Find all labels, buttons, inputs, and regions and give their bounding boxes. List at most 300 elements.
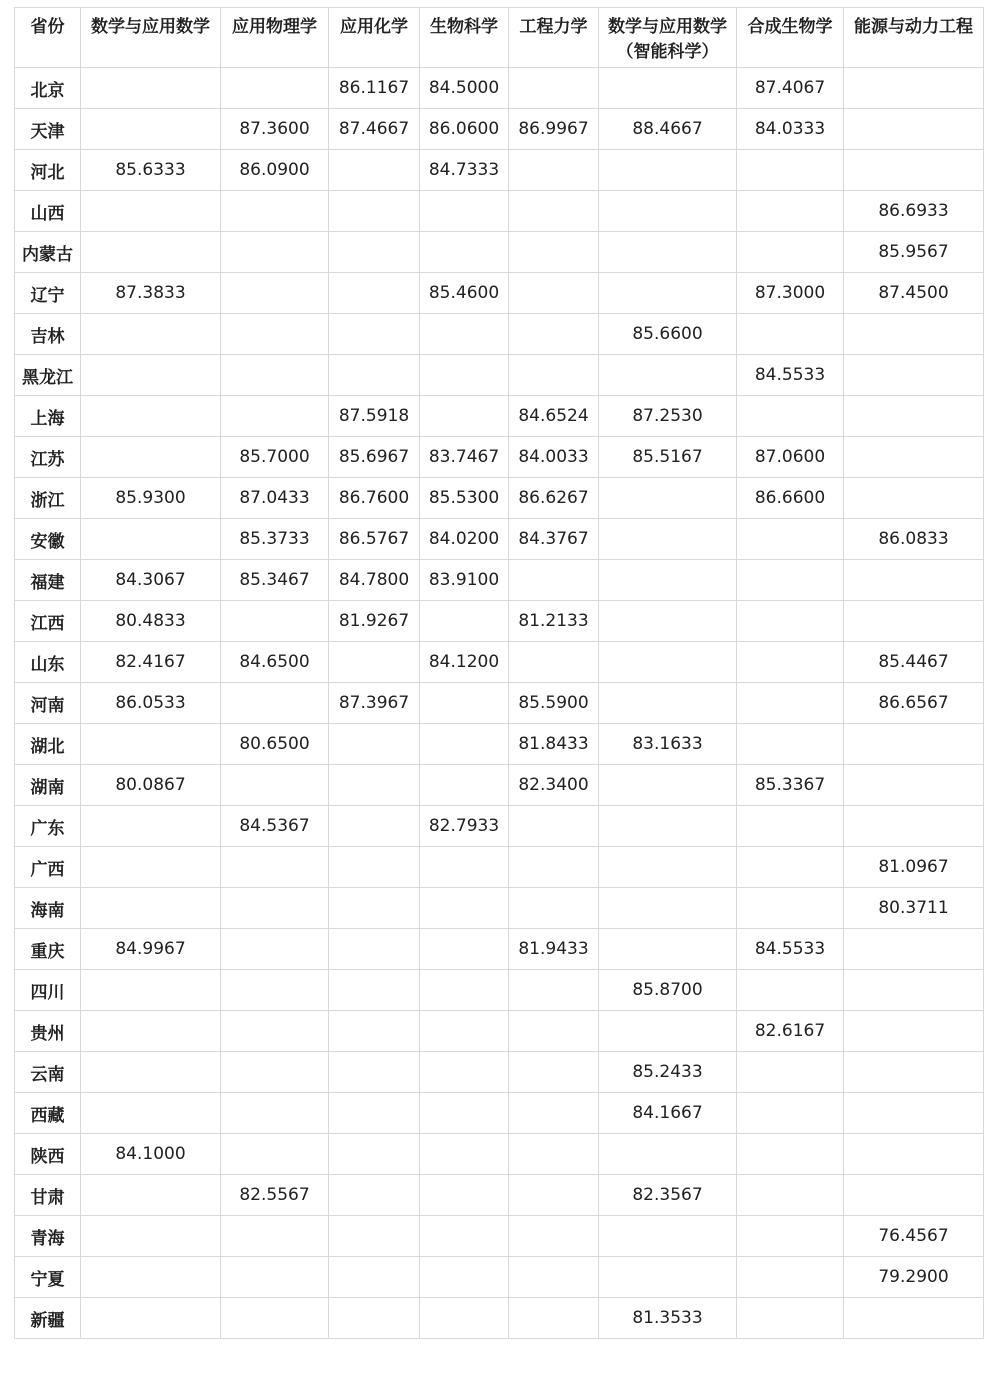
- score-cell: [599, 519, 737, 560]
- score-cell: [737, 191, 844, 232]
- table-row: [15, 847, 984, 888]
- score-cell: [737, 1216, 844, 1257]
- score-cell: 84.9967: [81, 929, 221, 970]
- score-cell: [329, 724, 420, 765]
- score-cell: [737, 642, 844, 683]
- score-cell: [221, 1134, 329, 1175]
- score-cell: [329, 1298, 420, 1339]
- score-cell: [844, 314, 984, 355]
- score-cell: 85.2433: [599, 1052, 737, 1093]
- score-cell: 85.5300: [420, 478, 509, 519]
- score-cell: [509, 1052, 599, 1093]
- score-cell: [81, 232, 221, 273]
- score-cell: [329, 806, 420, 847]
- score-cell: [737, 314, 844, 355]
- score-cell: [329, 888, 420, 929]
- score-cell: [81, 970, 221, 1011]
- score-cell: [420, 314, 509, 355]
- score-cell: [509, 150, 599, 191]
- table-row: [15, 970, 984, 1011]
- score-cell: [221, 191, 329, 232]
- score-cell: [420, 1052, 509, 1093]
- score-cell: [844, 806, 984, 847]
- score-cell: [737, 519, 844, 560]
- score-cell: 87.3967: [329, 683, 420, 724]
- score-cell: [81, 396, 221, 437]
- column-header: 合成生物学: [737, 8, 844, 68]
- header-row: [15, 8, 984, 68]
- score-cell: [599, 191, 737, 232]
- score-cell: [737, 683, 844, 724]
- score-cell: 87.4667: [329, 109, 420, 150]
- table-row: [15, 191, 984, 232]
- score-cell: [221, 1257, 329, 1298]
- score-cell: 86.9967: [509, 109, 599, 150]
- province-cell: 重庆: [15, 929, 81, 970]
- score-cell: [221, 1216, 329, 1257]
- score-cell: [420, 1134, 509, 1175]
- table-row: [15, 1011, 984, 1052]
- score-cell: [221, 396, 329, 437]
- score-cell: [420, 1175, 509, 1216]
- score-cell: [737, 1134, 844, 1175]
- score-cell: [737, 1257, 844, 1298]
- score-cell: [737, 970, 844, 1011]
- score-cell: [420, 1257, 509, 1298]
- score-cell: [599, 355, 737, 396]
- score-cell: 84.0200: [420, 519, 509, 560]
- score-cell: [737, 1052, 844, 1093]
- province-cell: 宁夏: [15, 1257, 81, 1298]
- table-row: [15, 150, 984, 191]
- score-cell: 87.3833: [81, 273, 221, 314]
- table-row: [15, 109, 984, 150]
- score-cell: [509, 560, 599, 601]
- table-body: [15, 68, 984, 1339]
- score-cell: 76.4567: [844, 1216, 984, 1257]
- table-row: [15, 601, 984, 642]
- score-cell: 81.0967: [844, 847, 984, 888]
- score-cell: 86.0833: [844, 519, 984, 560]
- score-cell: [509, 1216, 599, 1257]
- column-header: 应用化学: [329, 8, 420, 68]
- table-row: [15, 314, 984, 355]
- score-cell: [221, 1298, 329, 1339]
- score-cell: [329, 232, 420, 273]
- score-cell: [599, 478, 737, 519]
- score-cell: 84.7800: [329, 560, 420, 601]
- score-cell: [329, 1257, 420, 1298]
- score-cell: 86.6600: [737, 478, 844, 519]
- score-cell: [81, 1093, 221, 1134]
- province-cell: 辽宁: [15, 273, 81, 314]
- table-row: [15, 560, 984, 601]
- score-cell: 81.8433: [509, 724, 599, 765]
- score-cell: [599, 1257, 737, 1298]
- table-header: [15, 8, 984, 68]
- score-cell: 86.6933: [844, 191, 984, 232]
- score-cell: [844, 478, 984, 519]
- score-cell: [420, 355, 509, 396]
- score-cell: [599, 642, 737, 683]
- score-cell: [221, 888, 329, 929]
- score-cell: [844, 150, 984, 191]
- score-cell: 84.0033: [509, 437, 599, 478]
- score-cell: [329, 191, 420, 232]
- score-cell: [329, 314, 420, 355]
- score-cell: [844, 765, 984, 806]
- score-cell: [737, 847, 844, 888]
- score-cell: [599, 601, 737, 642]
- score-cell: [221, 1011, 329, 1052]
- score-cell: [221, 765, 329, 806]
- score-cell: 81.9433: [509, 929, 599, 970]
- province-cell: 天津: [15, 109, 81, 150]
- score-cell: [221, 1052, 329, 1093]
- score-cell: [509, 1093, 599, 1134]
- table-row: [15, 765, 984, 806]
- score-cell: [599, 1011, 737, 1052]
- score-cell: 82.6167: [737, 1011, 844, 1052]
- score-cell: [81, 314, 221, 355]
- score-cell: [599, 929, 737, 970]
- province-cell: 内蒙古: [15, 232, 81, 273]
- province-cell: 陕西: [15, 1134, 81, 1175]
- score-cell: [221, 1093, 329, 1134]
- score-cell: 82.4167: [81, 642, 221, 683]
- score-cell: [737, 232, 844, 273]
- score-cell: 81.2133: [509, 601, 599, 642]
- score-cell: [509, 642, 599, 683]
- table-row: [15, 929, 984, 970]
- score-cell: [420, 1216, 509, 1257]
- score-cell: 85.9567: [844, 232, 984, 273]
- score-cell: 85.3733: [221, 519, 329, 560]
- table-row: [15, 273, 984, 314]
- score-cell: [737, 1093, 844, 1134]
- score-cell: 84.0333: [737, 109, 844, 150]
- score-cell: [329, 1175, 420, 1216]
- score-cell: [509, 68, 599, 109]
- score-cell: 86.0600: [420, 109, 509, 150]
- score-cell: [599, 765, 737, 806]
- score-cell: [81, 519, 221, 560]
- score-cell: 84.1200: [420, 642, 509, 683]
- column-header: 数学与应用数学: [81, 8, 221, 68]
- score-cell: [420, 1298, 509, 1339]
- score-cell: [81, 1298, 221, 1339]
- score-cell: 87.3000: [737, 273, 844, 314]
- score-cell: [329, 1216, 420, 1257]
- score-cell: [737, 888, 844, 929]
- score-cell: 84.5533: [737, 355, 844, 396]
- province-cell: 浙江: [15, 478, 81, 519]
- score-cell: 85.8700: [599, 970, 737, 1011]
- score-cell: 85.3367: [737, 765, 844, 806]
- province-cell: 广东: [15, 806, 81, 847]
- column-header: 省份: [15, 8, 81, 68]
- score-cell: [509, 888, 599, 929]
- score-cell: [844, 1298, 984, 1339]
- score-cell: 85.4467: [844, 642, 984, 683]
- table-row: [15, 683, 984, 724]
- score-cell: [420, 1011, 509, 1052]
- score-cell: 85.5167: [599, 437, 737, 478]
- province-cell: 新疆: [15, 1298, 81, 1339]
- province-cell: 山东: [15, 642, 81, 683]
- score-cell: 86.6267: [509, 478, 599, 519]
- score-cell: 85.7000: [221, 437, 329, 478]
- province-cell: 江西: [15, 601, 81, 642]
- table-row: [15, 437, 984, 478]
- score-cell: 84.1000: [81, 1134, 221, 1175]
- score-cell: [329, 355, 420, 396]
- table-row: [15, 1298, 984, 1339]
- score-cell: 84.7333: [420, 150, 509, 191]
- score-cell: 87.0600: [737, 437, 844, 478]
- score-cell: [737, 806, 844, 847]
- score-cell: [81, 1257, 221, 1298]
- score-cell: [737, 601, 844, 642]
- score-cell: 85.3467: [221, 560, 329, 601]
- score-cell: 85.6333: [81, 150, 221, 191]
- score-cell: [81, 888, 221, 929]
- score-cell: 83.9100: [420, 560, 509, 601]
- province-cell: 山西: [15, 191, 81, 232]
- score-cell: [81, 437, 221, 478]
- score-cell: [509, 232, 599, 273]
- score-cell: 86.0900: [221, 150, 329, 191]
- score-cell: [599, 1134, 737, 1175]
- score-cell: [420, 929, 509, 970]
- table-row: [15, 1052, 984, 1093]
- score-cell: 84.1667: [599, 1093, 737, 1134]
- score-cell: 79.2900: [844, 1257, 984, 1298]
- score-cell: [844, 929, 984, 970]
- province-cell: 福建: [15, 560, 81, 601]
- score-cell: [329, 929, 420, 970]
- score-cell: [599, 1216, 737, 1257]
- table-row: [15, 68, 984, 109]
- province-cell: 湖北: [15, 724, 81, 765]
- score-cell: [509, 1011, 599, 1052]
- score-cell: [509, 1175, 599, 1216]
- score-cell: [844, 724, 984, 765]
- score-cell: [221, 273, 329, 314]
- table-row: [15, 1216, 984, 1257]
- score-cell: [221, 355, 329, 396]
- score-cell: [599, 560, 737, 601]
- score-cell: [844, 1134, 984, 1175]
- score-cell: 82.5567: [221, 1175, 329, 1216]
- score-cell: [509, 1257, 599, 1298]
- score-cell: [599, 806, 737, 847]
- score-cell: [329, 1093, 420, 1134]
- score-cell: [329, 150, 420, 191]
- score-cell: [420, 601, 509, 642]
- score-cell: [81, 724, 221, 765]
- score-cell: 84.3067: [81, 560, 221, 601]
- score-cell: 87.4067: [737, 68, 844, 109]
- score-cell: [844, 1093, 984, 1134]
- score-cell: [81, 806, 221, 847]
- score-cell: [844, 396, 984, 437]
- column-header: 应用物理学: [221, 8, 329, 68]
- score-cell: 80.3711: [844, 888, 984, 929]
- province-cell: 青海: [15, 1216, 81, 1257]
- score-cell: [844, 1011, 984, 1052]
- score-cell: 86.7600: [329, 478, 420, 519]
- score-cell: [599, 888, 737, 929]
- score-cell: [599, 273, 737, 314]
- score-cell: [844, 355, 984, 396]
- score-cell: [509, 847, 599, 888]
- score-cell: 82.3567: [599, 1175, 737, 1216]
- score-cell: [81, 191, 221, 232]
- score-cell: 84.5367: [221, 806, 329, 847]
- score-cell: 82.3400: [509, 765, 599, 806]
- score-cell: [329, 765, 420, 806]
- score-cell: [844, 1052, 984, 1093]
- table-row: [15, 1134, 984, 1175]
- score-cell: [599, 68, 737, 109]
- score-cell: 88.4667: [599, 109, 737, 150]
- score-cell: 84.6524: [509, 396, 599, 437]
- column-header: 能源与动力工程: [844, 8, 984, 68]
- table-row: [15, 396, 984, 437]
- score-cell: [329, 1011, 420, 1052]
- score-cell: 85.5900: [509, 683, 599, 724]
- score-cell: [420, 683, 509, 724]
- score-cell: 84.5000: [420, 68, 509, 109]
- score-cell: [599, 232, 737, 273]
- score-cell: [737, 724, 844, 765]
- province-cell: 云南: [15, 1052, 81, 1093]
- province-cell: 湖南: [15, 765, 81, 806]
- scores-table: [14, 7, 984, 1339]
- score-cell: 85.4600: [420, 273, 509, 314]
- score-cell: 84.5533: [737, 929, 844, 970]
- score-cell: 81.3533: [599, 1298, 737, 1339]
- score-cell: [509, 1134, 599, 1175]
- province-cell: 河南: [15, 683, 81, 724]
- score-cell: [509, 191, 599, 232]
- score-cell: [329, 273, 420, 314]
- province-cell: 贵州: [15, 1011, 81, 1052]
- score-cell: [221, 970, 329, 1011]
- score-cell: [844, 68, 984, 109]
- score-cell: 80.4833: [81, 601, 221, 642]
- score-cell: [329, 642, 420, 683]
- score-cell: [844, 437, 984, 478]
- column-header: 生物科学: [420, 8, 509, 68]
- score-cell: [420, 1093, 509, 1134]
- score-cell: [737, 560, 844, 601]
- score-cell: [599, 150, 737, 191]
- score-cell: [420, 396, 509, 437]
- score-cell: [221, 847, 329, 888]
- province-cell: 河北: [15, 150, 81, 191]
- score-cell: [420, 191, 509, 232]
- score-cell: [509, 806, 599, 847]
- score-cell: 85.6967: [329, 437, 420, 478]
- score-cell: [329, 1052, 420, 1093]
- score-cell: 87.4500: [844, 273, 984, 314]
- score-cell: [81, 1052, 221, 1093]
- table-row: [15, 888, 984, 929]
- score-cell: [509, 1298, 599, 1339]
- score-cell: [420, 847, 509, 888]
- table-row: [15, 642, 984, 683]
- score-cell: [221, 232, 329, 273]
- province-cell: 西藏: [15, 1093, 81, 1134]
- province-cell: 黑龙江: [15, 355, 81, 396]
- score-cell: [420, 724, 509, 765]
- score-cell: 86.1167: [329, 68, 420, 109]
- score-cell: 82.7933: [420, 806, 509, 847]
- score-cell: [844, 1175, 984, 1216]
- score-cell: [737, 396, 844, 437]
- score-cell: 87.5918: [329, 396, 420, 437]
- province-cell: 甘肃: [15, 1175, 81, 1216]
- table-row: [15, 724, 984, 765]
- province-cell: 广西: [15, 847, 81, 888]
- table-row: [15, 806, 984, 847]
- score-cell: [81, 109, 221, 150]
- score-cell: [81, 68, 221, 109]
- score-cell: [420, 970, 509, 1011]
- column-header: 工程力学: [509, 8, 599, 68]
- score-cell: [81, 1011, 221, 1052]
- score-cell: [221, 68, 329, 109]
- score-cell: [844, 560, 984, 601]
- score-cell: [737, 1298, 844, 1339]
- score-cell: 81.9267: [329, 601, 420, 642]
- score-cell: [420, 888, 509, 929]
- column-header: 数学与应用数学（智能科学）: [599, 8, 737, 68]
- score-cell: [844, 109, 984, 150]
- score-cell: [509, 355, 599, 396]
- score-cell: [81, 1175, 221, 1216]
- score-cell: 84.3767: [509, 519, 599, 560]
- score-cell: 80.6500: [221, 724, 329, 765]
- table-row: [15, 1175, 984, 1216]
- province-cell: 江苏: [15, 437, 81, 478]
- score-cell: [737, 1175, 844, 1216]
- score-cell: [509, 273, 599, 314]
- table-row: [15, 232, 984, 273]
- province-cell: 北京: [15, 68, 81, 109]
- score-cell: 87.3600: [221, 109, 329, 150]
- score-cell: [329, 1134, 420, 1175]
- province-cell: 海南: [15, 888, 81, 929]
- score-cell: 87.0433: [221, 478, 329, 519]
- table-row: [15, 519, 984, 560]
- score-cell: [844, 970, 984, 1011]
- score-cell: 85.6600: [599, 314, 737, 355]
- score-cell: 84.6500: [221, 642, 329, 683]
- province-cell: 吉林: [15, 314, 81, 355]
- score-cell: 86.5767: [329, 519, 420, 560]
- score-cell: [509, 970, 599, 1011]
- score-cell: 85.9300: [81, 478, 221, 519]
- score-cell: [420, 765, 509, 806]
- table-row: [15, 478, 984, 519]
- province-cell: 安徽: [15, 519, 81, 560]
- score-cell: [81, 355, 221, 396]
- score-cell: [420, 232, 509, 273]
- score-cell: [221, 314, 329, 355]
